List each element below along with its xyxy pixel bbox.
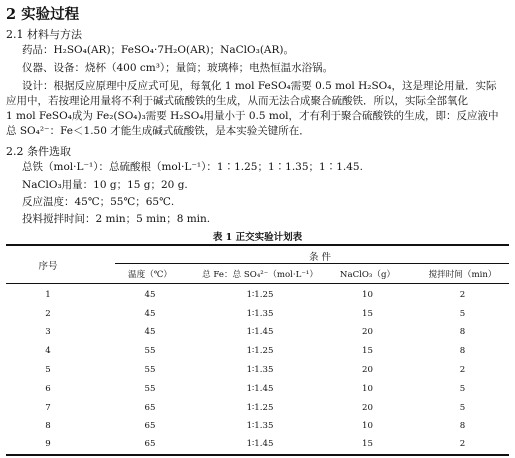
equipment-line: 仪器、设备：烧杯（400 cm³）；量筒；玻璃棒；电热恒温水浴锅。	[22, 62, 334, 74]
table-header-ratio: 总 Fe：总 SO₄²⁻（mol·L⁻¹）	[202, 270, 318, 280]
row-temperature: 65	[144, 403, 156, 413]
row-temperature: 45	[144, 290, 156, 300]
row-stir-time: 2	[459, 439, 466, 449]
row-ratio: 1∶1.45	[246, 327, 274, 337]
row-ratio: 1∶1.45	[246, 384, 274, 394]
row-ratio: 1∶1.35	[246, 309, 274, 319]
row-index: 5	[45, 365, 51, 375]
row-index: 7	[45, 403, 51, 413]
row-ratio: 1∶1.45	[246, 439, 274, 449]
table-bottom-rule	[6, 454, 509, 456]
table-header-rule	[6, 283, 509, 284]
row-stir-time: 2	[459, 365, 466, 375]
row-temperature: 55	[144, 346, 156, 356]
row-index: 4	[45, 346, 51, 356]
row-temperature: 45	[144, 309, 156, 319]
condition-naclo: NaClO₃用量：10 g；15 g；20 g.	[22, 179, 188, 191]
row-naclo: 10	[362, 290, 373, 300]
design-line: 总 SO₄²⁻：Fe＜1.50 才能生成碱式硫酸铁，是本实验关键所在．	[6, 125, 310, 137]
row-stir-time: 5	[459, 309, 466, 319]
row-naclo: 20	[362, 365, 373, 375]
row-stir-time: 8	[459, 327, 466, 337]
row-stir-time: 8	[459, 421, 466, 431]
row-ratio: 1∶1.25	[246, 290, 274, 300]
row-naclo: 10	[362, 421, 373, 431]
subsection-title-materials: 2.1 材料与方法	[6, 28, 82, 41]
row-index: 8	[45, 421, 51, 431]
row-ratio: 1∶1.25	[246, 403, 274, 413]
row-stir-time: 2	[459, 290, 466, 300]
table-header-naclo: NaClO₃（g）	[339, 270, 396, 280]
row-naclo: 15	[362, 309, 373, 319]
row-index: 6	[45, 384, 51, 394]
row-index: 1	[45, 290, 51, 300]
condition-temperature: 反应温度：45℃；55℃；65℃.	[22, 196, 175, 208]
section-title: 2 实验过程	[6, 6, 80, 23]
row-naclo: 10	[362, 384, 373, 394]
row-temperature: 45	[144, 327, 156, 337]
row-temperature: 65	[144, 421, 156, 431]
row-stir-time: 5	[459, 384, 466, 394]
row-index: 9	[45, 439, 51, 449]
row-stir-time: 5	[459, 403, 466, 413]
row-index: 2	[45, 309, 51, 319]
row-ratio: 1∶1.25	[246, 346, 274, 356]
table-group-rule	[115, 263, 509, 264]
design-line: 设计：根据反应原理中反应式可见，每氧化 1 mol FeSO₄需要 0.5 mol H₂SO₄，这是理论用量．实际	[22, 80, 497, 92]
condition-ratio: 总铁（mol·L⁻¹）：总硫酸根（mol·L⁻¹）：1∶1.25；1∶1.35；1∶1.45.	[22, 161, 363, 173]
materials-line: 药品：H₂SO₄(AR)；FeSO₄·7H₂O(AR)；NaClO₃(AR)。	[22, 44, 295, 56]
table-top-rule	[6, 244, 509, 246]
row-index: 3	[45, 327, 51, 337]
row-naclo: 20	[362, 403, 373, 413]
row-naclo: 20	[362, 327, 373, 337]
row-ratio: 1∶1.35	[246, 365, 274, 375]
design-line: 1 mol FeSO₄成为 Fe₂(SO₄)₃需要 H₂SO₄用量小于 0.5 mol，才有利于聚合硫酸铁的生成，即：反应液中	[6, 110, 499, 122]
table-caption: 表 1 正交实验计划表	[212, 232, 303, 243]
table-header-group: 条 件	[308, 252, 332, 263]
row-temperature: 65	[144, 439, 156, 449]
row-naclo: 15	[362, 346, 373, 356]
subsection-title-conditions: 2.2 条件选取	[6, 145, 71, 158]
table-header-stir-time: 搅拌时间（min）	[428, 270, 497, 280]
table-header-temperature: 温度（℃）	[128, 270, 172, 280]
table-header-index: 序号	[38, 261, 58, 272]
design-line: 应用中，若按理论用量将不利于碱式硫酸铁的生成，从而无法合成聚合硫酸铁．所以，实际全部氧化	[6, 95, 468, 107]
row-stir-time: 8	[459, 346, 466, 356]
condition-stir-time: 投料搅拌时间：2 min；5 min；8 min.	[22, 213, 211, 225]
row-naclo: 15	[362, 439, 373, 449]
row-temperature: 55	[144, 384, 156, 394]
row-temperature: 55	[144, 365, 156, 375]
row-ratio: 1∶1.35	[246, 421, 274, 431]
